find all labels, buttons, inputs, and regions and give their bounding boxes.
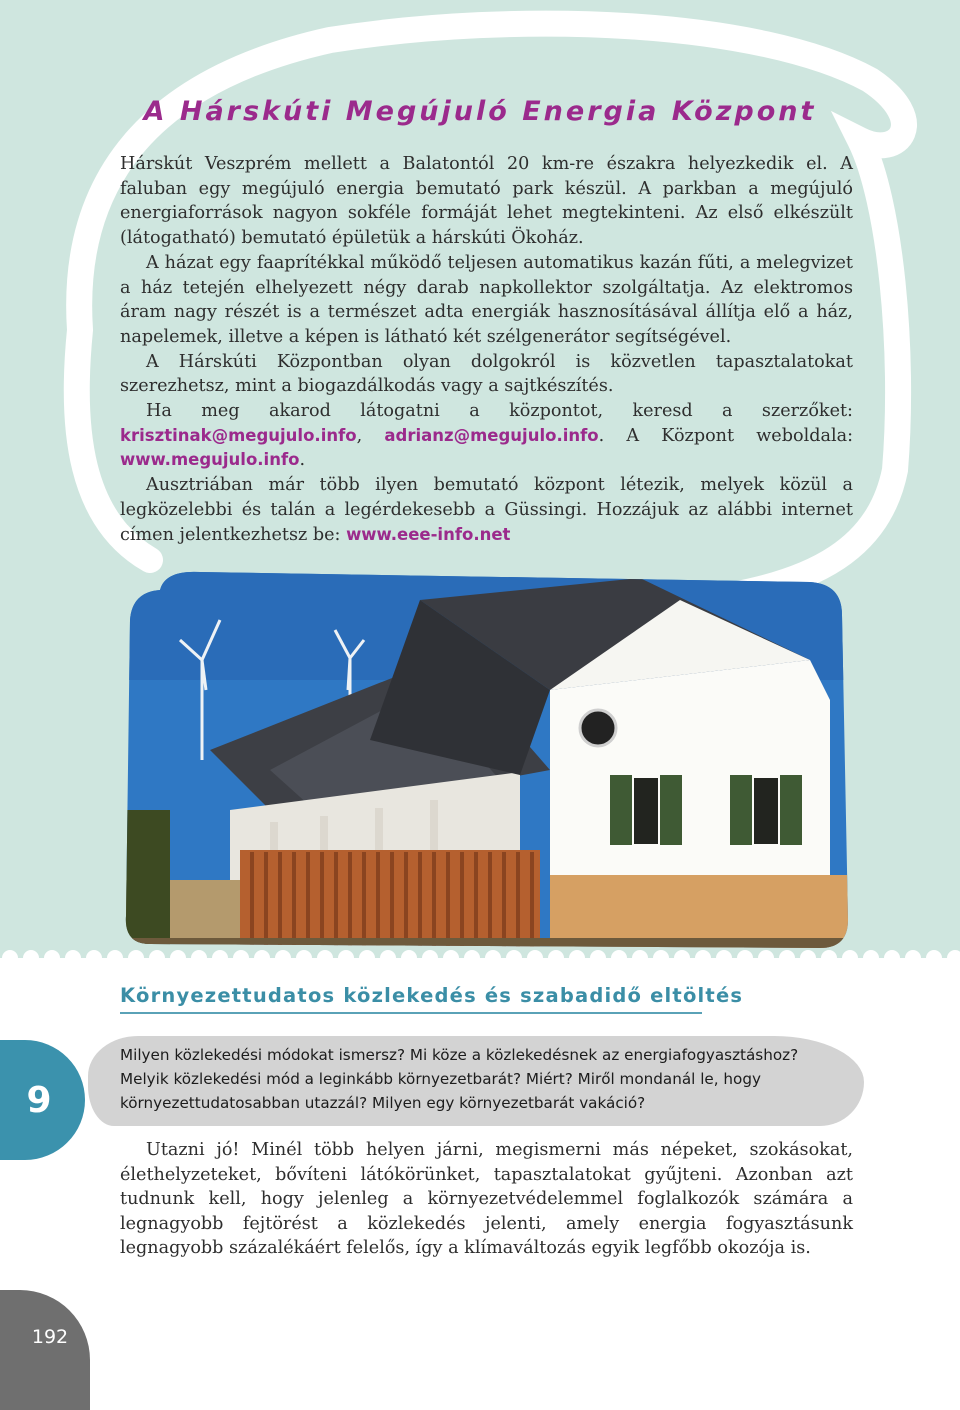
scallop-dot xyxy=(338,950,354,966)
email-link-krisztina[interactable]: krisztinak@megujulo.info xyxy=(120,425,357,445)
scallop-dot xyxy=(254,950,270,966)
fence-slat xyxy=(306,852,310,948)
fence-slat xyxy=(390,852,394,948)
fence-slat xyxy=(516,852,520,948)
scallop-dot xyxy=(905,950,921,966)
scallop-dot xyxy=(527,950,543,966)
article-body xyxy=(120,152,853,547)
scallop-dot xyxy=(758,950,774,966)
article-paragraph-1: Hárskút Veszprém mellett a Balatontól 20 km-re északra helyezkedik el. A faluban egy megújuló energia bemutató park készül. A parkban a megújuló energiaforrások nagyon sokféle formáját lehet megtekinteni. Az első elkészült (látogatható) bemutató épületük a hárskúti Ökoház. xyxy=(120,154,853,249)
eee-info-link[interactable]: www.eee-info.net xyxy=(346,524,511,544)
scallop-dot xyxy=(716,950,732,966)
website-link[interactable]: www.megujulo.info xyxy=(120,450,300,470)
scallop-dot xyxy=(401,950,417,966)
chapter-number: 9 xyxy=(26,1080,52,1121)
scallop-dot xyxy=(296,950,312,966)
scallop-dot xyxy=(506,950,522,966)
scallop-dot xyxy=(884,950,900,966)
fence-slat xyxy=(334,852,338,948)
austria-text: Ausztriában már több ilyen bemutató központ létezik, melyek közül a legközelebbi és talán a legérdekesebb a Güssingi. Hozzájuk az alábbi internet címen jelentkezhetsz be: xyxy=(120,475,853,545)
fence-slat xyxy=(418,852,422,948)
fence-slat xyxy=(376,852,380,948)
scallop-dot xyxy=(128,950,144,966)
scallop-dot xyxy=(821,950,837,966)
section-heading: Környezettudatos közlekedés és szabadidő eltöltés xyxy=(120,984,744,1007)
discussion-question: Milyen közlekedési módokat ismersz? Mi köze a közlekedésnek az energiafogyasztáshoz? Melyik közlekedési mód a leginkább környezetbarát? Miért? Miről mondanál le, hogy környezettudatosabban utazzál? Milyen egy környezetbarát vakáció? xyxy=(120,1046,799,1112)
scallop-dot xyxy=(380,950,396,966)
scallop-dot xyxy=(695,950,711,966)
section-body: Utazni jó! Minél több helyen járni, megismerni más népeket, szokásokat, élethelyzeteket, bővíteni látókörünket, tapasztalatokat gyűjteni. Azonban azt tudnunk kell, hogy jelenleg a környezetvédelemmel foglalkozók számára a legnagyobb fejtörést a közlekedés jelenti, amely energia fogyasztásunk legnagyobb százalékáért felelős, így a klímaváltozás egyik legfőbb okozója is. xyxy=(120,1140,853,1259)
page-number-tab xyxy=(0,1290,90,1410)
scallop-dot xyxy=(23,950,39,966)
scallop-dot xyxy=(275,950,291,966)
scallop-dot xyxy=(107,950,123,966)
scallop-dot xyxy=(863,950,879,966)
fence-slat xyxy=(320,852,324,948)
contact-end: . xyxy=(299,450,306,471)
fence-slat xyxy=(446,852,450,948)
fence-slat xyxy=(474,852,478,948)
scallop-dot xyxy=(779,950,795,966)
article-paragraph-3: A Hárskúti Központban olyan dolgokról is közvetlen tapasztalatokat szerezhetsz, mint a biogazdálkodás vagy a sajtkészítés. xyxy=(120,351,853,397)
contact-separator: , xyxy=(356,425,385,446)
article-paragraph-2: A házat egy faaprítékkal működő teljesen automatikus kazán fűti, a melegvizet a ház tetején elhelyezett négy darab napkollektor szolgáltatja. Az elektromos áram nagy részét is a természet adta energiák hasznosításával állítja elő a ház, napelemek, illetve a képen is látható két szélgenerátor segítségével. xyxy=(120,252,853,347)
fence-slat xyxy=(488,852,492,948)
fence-slat xyxy=(250,852,254,948)
page-number: 192 xyxy=(31,1326,69,1348)
fence-slat xyxy=(530,852,534,948)
contact-paragraph xyxy=(120,399,853,473)
scallop-dot xyxy=(44,950,60,966)
contact-lead: Ha meg akarod látogatni a központot, keresd a szerzőket: xyxy=(146,401,853,422)
fence-slat xyxy=(264,852,268,948)
scallop-dot xyxy=(2,950,18,966)
scallop-dot xyxy=(548,950,564,966)
house-photo xyxy=(120,560,850,950)
fence-slat xyxy=(348,852,352,948)
scallop-dot xyxy=(233,950,249,966)
scallop-dot xyxy=(569,950,585,966)
scallop-dot xyxy=(149,950,165,966)
fence-slat xyxy=(292,852,296,948)
contact-middle: . A Központ weboldala: xyxy=(598,425,853,446)
scallop-dot xyxy=(611,950,627,966)
scallop-dot xyxy=(170,950,186,966)
fence-slat xyxy=(404,852,408,948)
scallop-dot xyxy=(464,950,480,966)
scallop-dot xyxy=(422,950,438,966)
fence-slat xyxy=(502,852,506,948)
scallop-dot xyxy=(653,950,669,966)
scallop-dot xyxy=(359,950,375,966)
scallop-dot xyxy=(842,950,858,966)
email-link-adrian[interactable]: adrianz@megujulo.info xyxy=(384,425,599,445)
fence-slat xyxy=(362,852,366,948)
scallop-dot xyxy=(800,950,816,966)
austria-paragraph xyxy=(120,473,853,547)
scallop-dot xyxy=(65,950,81,966)
scallop-dot xyxy=(926,950,942,966)
scallop-dot xyxy=(737,950,753,966)
fence-slat xyxy=(432,852,436,948)
scallop-dot xyxy=(590,950,606,966)
scallop-dot xyxy=(212,950,228,966)
scallop-dot xyxy=(632,950,648,966)
section-underline xyxy=(120,1012,702,1014)
fence-slat xyxy=(278,852,282,948)
scallop-dot xyxy=(485,950,501,966)
scallop-dot xyxy=(674,950,690,966)
scallop-dot xyxy=(317,950,333,966)
scallop-dot xyxy=(86,950,102,966)
article-title: A Hárskúti Megújuló Energia Központ xyxy=(143,96,817,127)
scallop-dot xyxy=(191,950,207,966)
scallop-dot xyxy=(443,950,459,966)
fence-slat xyxy=(460,852,464,948)
